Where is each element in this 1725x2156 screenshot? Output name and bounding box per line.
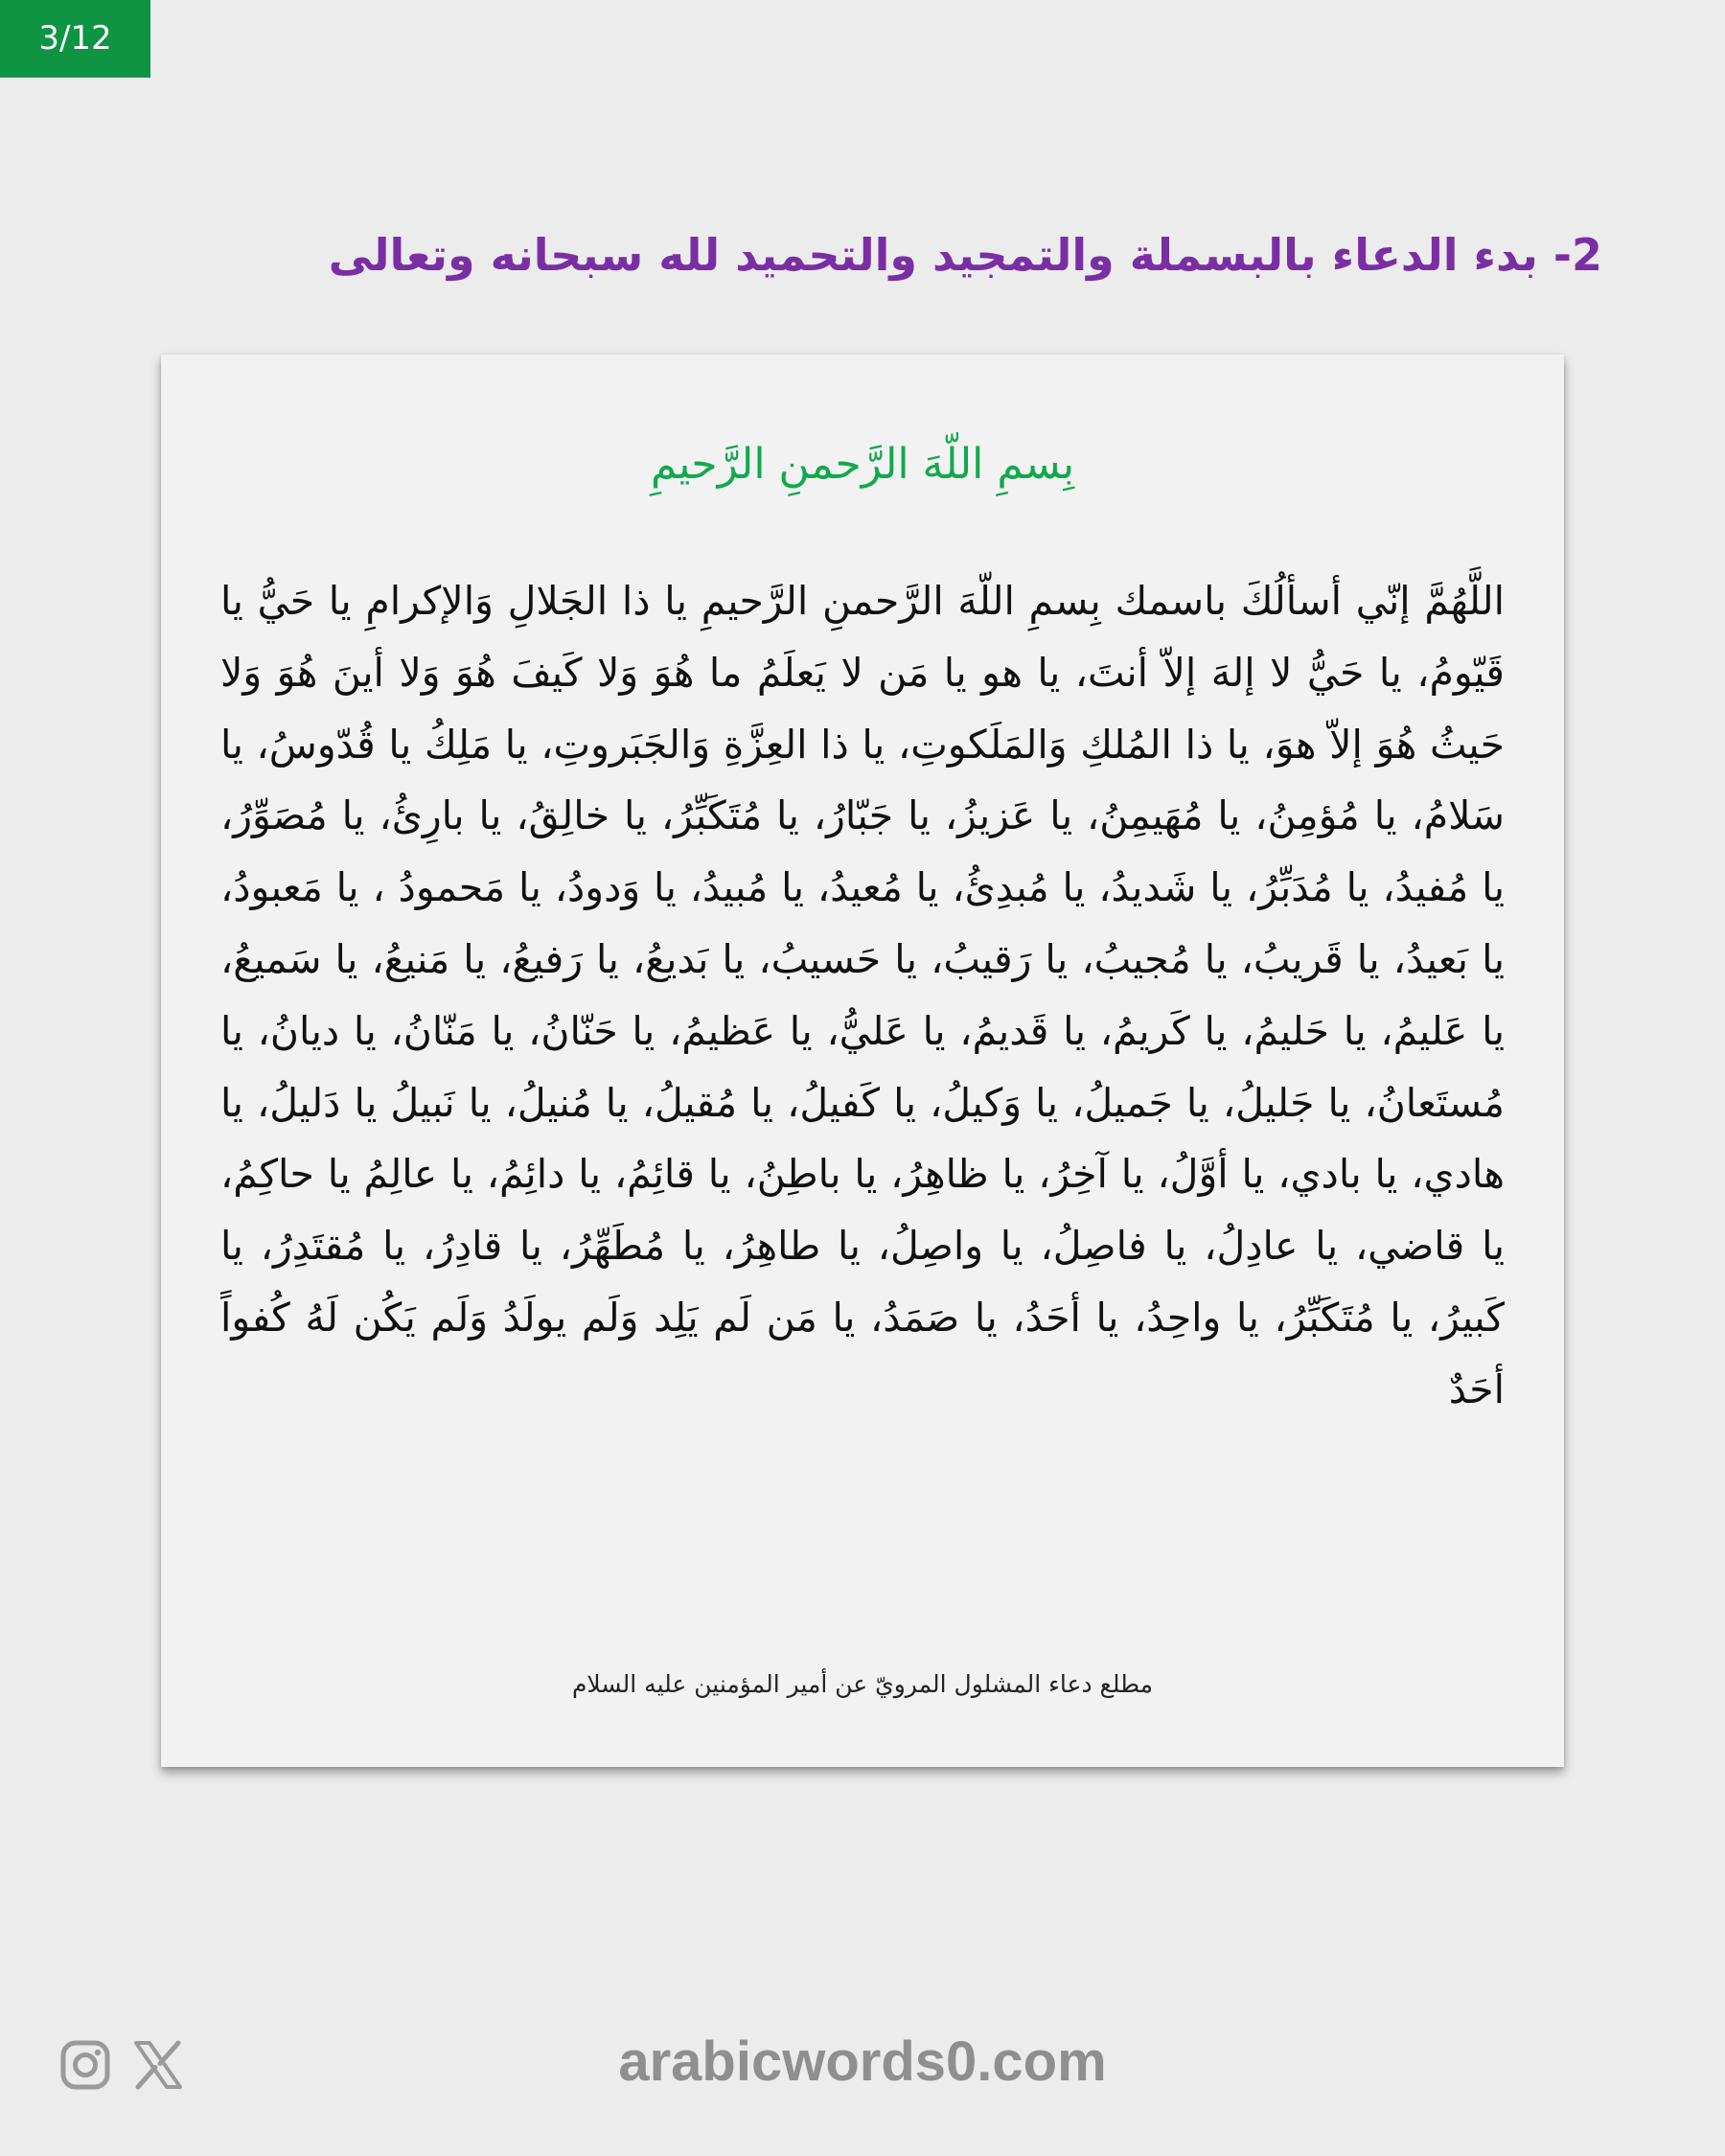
page-indicator: 3/12	[0, 0, 150, 78]
dua-card	[161, 355, 1564, 1767]
basmala-heading: بِسمِ اللّهَ الرَّحمنِ الرَّحيمِ	[650, 440, 1075, 489]
source-note: مطلع دعاء المشلول المرويّ عن أمير المؤمنين عليه السلام	[571, 1670, 1154, 1698]
website-link[interactable]: arabicwords0.com	[618, 2030, 1107, 2093]
section-title: 2- بدء الدعاء بالبسملة والتمجيد والتحميد لله سبحانه وتعالى	[328, 229, 1602, 281]
dua-text: اللَّهُمَّ إنّي أسألُكَ باسمك بِسمِ اللّهَ الرَّحمنِ الرَّحيمِ يا ذا الجَلالِ وَالإكرامِ يا حَيُّ يا قَيّومُ، يا حَيُّ لا إلهَ إلاّ أنتَ، يا هو يا مَن لا يَعلَمُ ما هُوَ وَلا كَيفَ هُوَ وَلا أينَ هُوَ وَلا حَيثُ هُوَ إلاّ هوَ، يا ذا المُلكِ وَالمَلَكوتِ، يا ذا العِزَّةِ وَالجَبَروتِ، يا مَلِكُ يا قُدّوسُ، يا سَلامُ، يا مُؤمِنُ، يا مُهَيمِنُ، يا عَزيزُ، يا جَبّارُ، يا مُتَكَبِّرُ، يا خالِقُ، يا بارِئُ، يا مُصَوِّرُ، يا مُفيدُ، يا مُدَبِّرُ، يا شَديدُ، يا مُبدِئُ، يا مُعيدُ، يا مُبيدُ، يا وَدودُ، يا مَحمودُ ، يا مَعبودُ، يا بَعيدُ، يا قَريبُ، يا مُجيبُ، يا رَقيبُ، يا حَسيبُ، يا بَديعُ، يا رَفيعُ، يا مَنيعُ، يا سَميعُ، يا عَليمُ، يا حَليمُ، يا كَريمُ، يا قَديمُ، يا عَليُّ، يا عَظيمُ، يا حَنّانُ، يا مَنّانُ، يا ديانُ، يا مُستَعانُ، يا جَليلُ، يا جَميلُ، يا وَكيلُ، يا كَفيلُ، يا مُقيلُ، يا مُنيلُ، يا نَبيلُ يا دَليلُ، يا هادي، يا بادي، يا أوَّلُ، يا آخِرُ، يا ظاهِرُ، يا باطِنُ، يا قائِمُ، يا دائِمُ، يا عالِمُ يا حاكِمُ، يا قاضي، يا عادِلُ، يا فاصِلُ، يا واصِلُ، يا طاهِرُ، يا مُطَهِّرُ، يا قادِرُ، يا مُقتَدِرُ، يا كَبيرُ، يا مُتَكَبِّرُ، يا واحِدُ، يا أحَدُ، يا صَمَدُ، يا مَن لَم يَلِد وَلَم يولَدُ وَلَم يَكُن لَهُ كُفواً أحَدٌ	[220, 578, 1505, 1412]
